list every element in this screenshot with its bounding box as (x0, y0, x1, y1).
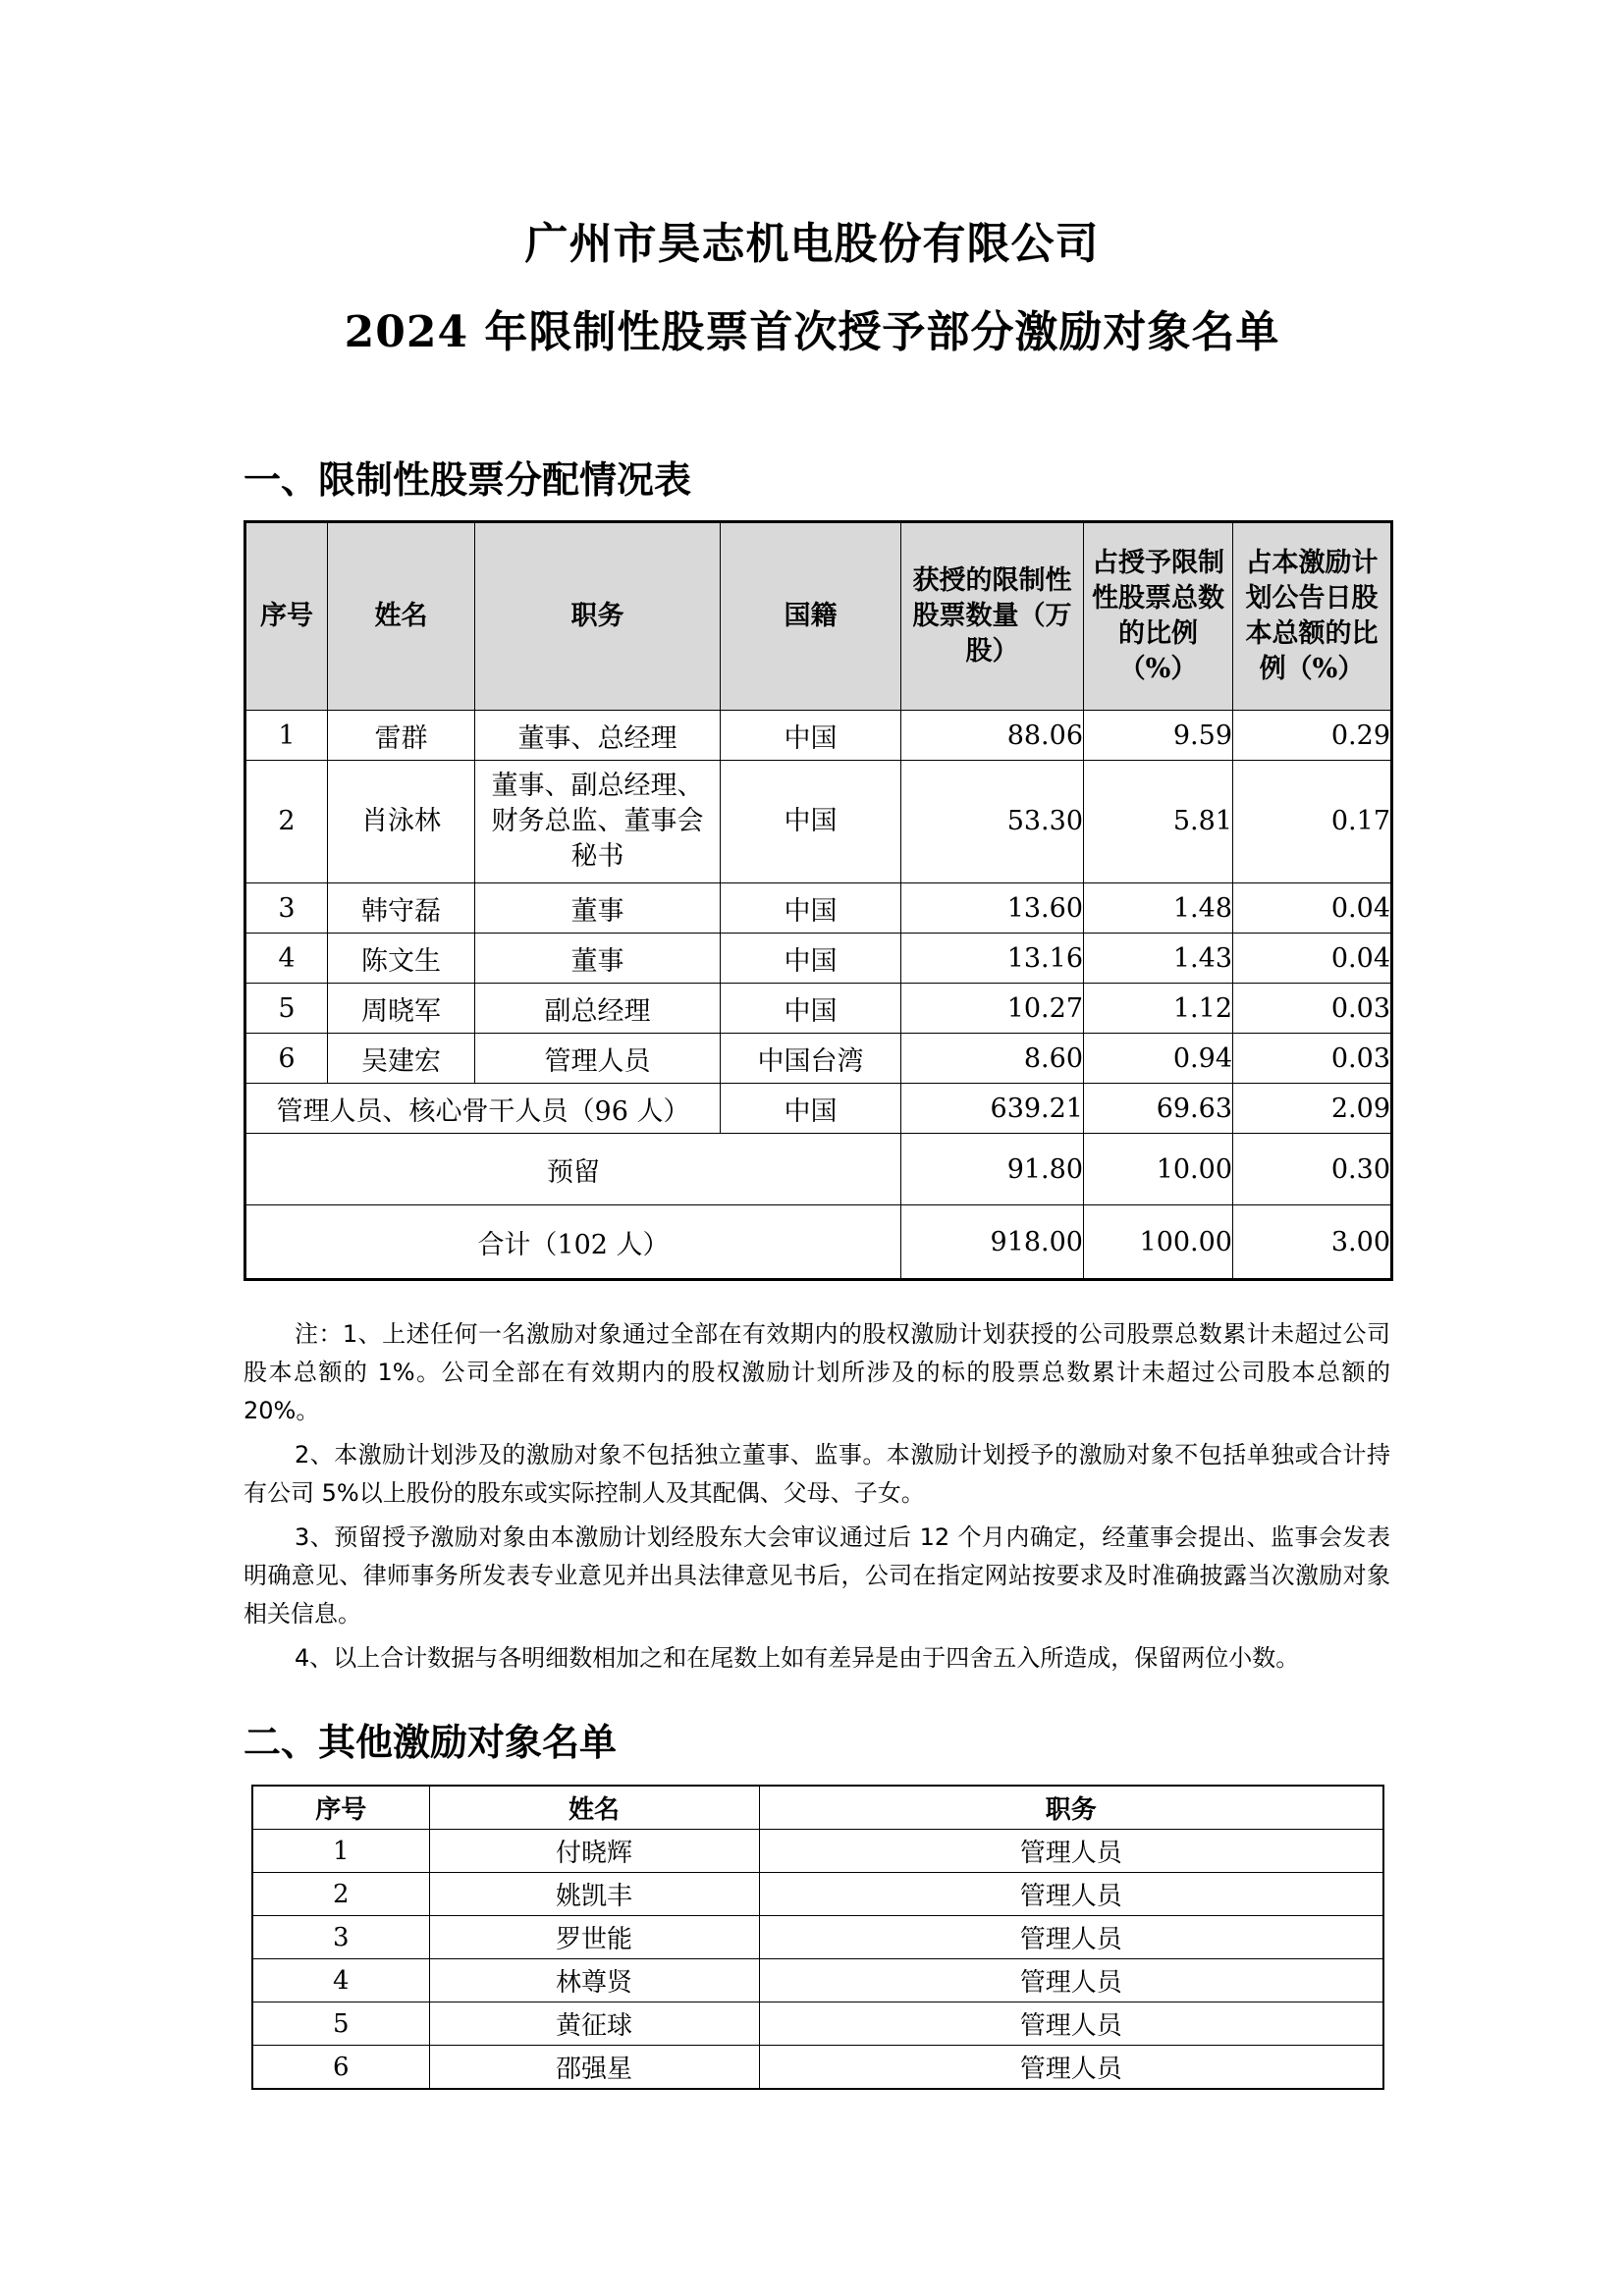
header-position: 职务 (759, 1786, 1383, 1830)
table-row (252, 2046, 1383, 2090)
cell-name: 黄征球 (429, 2002, 759, 2046)
document-title: 广州市昊志机电股份有限公司 (524, 219, 1100, 269)
cell-pct-capital: 0.30 (1233, 1134, 1392, 1205)
cell-name: 付晓辉 (429, 1830, 759, 1873)
cell-no: 2 (252, 1873, 429, 1916)
cell-pct-capital: 3.00 (1233, 1205, 1392, 1280)
reserve-row (245, 1134, 1392, 1205)
section-heading-allocation: 一、限制性股票分配情况表 (244, 457, 692, 502)
core-staff-row (245, 1084, 1392, 1134)
section-heading-others: 二、其他激励对象名单 (244, 1720, 618, 1764)
total-row (245, 1205, 1392, 1280)
cell-nationality: 中国 (721, 984, 901, 1034)
cell-pct-capital: 0.03 (1233, 984, 1392, 1034)
cell-no: 3 (252, 1916, 429, 1959)
header-name: 姓名 (429, 1786, 759, 1830)
cell-position: 董事、副总经理、财务总监、董事会秘书 (475, 761, 721, 883)
table-row (245, 883, 1392, 934)
cell-no: 1 (245, 711, 328, 761)
cell-nationality: 中国 (721, 1084, 901, 1134)
table-notes (244, 1315, 1390, 1683)
table-row (245, 761, 1392, 883)
allocation-header-row (245, 522, 1392, 711)
cell-shares: 10.27 (901, 984, 1084, 1034)
cell-pct-grant: 1.43 (1084, 934, 1233, 984)
cell-nationality: 中国 (721, 761, 901, 883)
table-row (245, 711, 1392, 761)
cell-pct-grant: 69.63 (1084, 1084, 1233, 1134)
cell-pct-grant: 0.94 (1084, 1034, 1233, 1084)
cell-pct-capital: 0.04 (1233, 883, 1392, 934)
cell-position: 管理人员 (759, 1916, 1383, 1959)
note-4: 4、以上合计数据与各明细数相加之和在尾数上如有差异是由于四舍五入所造成，保留两位小数。 (295, 1644, 1300, 1672)
cell-pct-capital: 0.17 (1233, 761, 1392, 883)
cell-pct-grant: 5.81 (1084, 761, 1233, 883)
cell-shares: 53.30 (901, 761, 1084, 883)
cell-no: 1 (252, 1830, 429, 1873)
allocation-table (244, 520, 1393, 1281)
cell-name: 韩守磊 (328, 883, 475, 934)
cell-pct-capital: 0.04 (1233, 934, 1392, 984)
cell-position: 董事 (475, 883, 721, 934)
cell-nationality: 中国台湾 (721, 1034, 901, 1084)
cell-name: 吴建宏 (328, 1034, 475, 1084)
table-row (252, 1959, 1383, 2002)
cell-pct-grant: 1.48 (1084, 883, 1233, 934)
cell-nationality: 中国 (721, 883, 901, 934)
cell-name: 林尊贤 (429, 1959, 759, 2002)
cell-shares: 918.00 (901, 1205, 1084, 1280)
header-name: 姓名 (328, 522, 475, 711)
cell-shares: 91.80 (901, 1134, 1084, 1205)
note-3: 3、预留授予激励对象由本激励计划经股东大会审议通过后 12 个月内确定，经董事会提出、监事会发表明确意见、律师事务所发表专业意见并出具法律意见书后，公司在指定网站按要求及时准确披露当次激励对象相关信息。 (244, 1523, 1390, 1628)
cell-core-label: 管理人员、核心骨干人员（96 人） (245, 1084, 721, 1134)
header-no: 序号 (245, 522, 328, 711)
cell-position: 管理人员 (759, 1959, 1383, 2002)
cell-position: 董事 (475, 934, 721, 984)
cell-no: 6 (245, 1034, 328, 1084)
cell-nationality: 中国 (721, 711, 901, 761)
others-header-row (252, 1786, 1383, 1830)
cell-position: 董事、总经理 (475, 711, 721, 761)
cell-position: 管理人员 (759, 1830, 1383, 1873)
cell-name: 邵强星 (429, 2046, 759, 2090)
cell-name: 陈文生 (328, 934, 475, 984)
table-row (245, 934, 1392, 984)
header-position: 职务 (475, 522, 721, 711)
table-row (245, 984, 1392, 1034)
cell-position: 管理人员 (759, 2002, 1383, 2046)
cell-name: 姚凯丰 (429, 1873, 759, 1916)
cell-name: 罗世能 (429, 1916, 759, 1959)
other-recipients-table (251, 1785, 1384, 2090)
cell-pct-capital: 0.29 (1233, 711, 1392, 761)
cell-shares: 639.21 (901, 1084, 1084, 1134)
header-pct-capital: 占本激励计划公告日股本总额的比例（%） (1233, 522, 1392, 711)
header-nationality: 国籍 (721, 522, 901, 711)
cell-name: 周晓军 (328, 984, 475, 1034)
table-row (252, 1916, 1383, 1959)
cell-name: 雷群 (328, 711, 475, 761)
cell-total-label: 合计（102 人） (245, 1205, 901, 1280)
table-row (252, 2002, 1383, 2046)
header-no: 序号 (252, 1786, 429, 1830)
note-2: 2、本激励计划涉及的激励对象不包括独立董事、监事。本激励计划授予的激励对象不包括单独或合计持有公司 5%以上股份的股东或实际控制人及其配偶、父母、子女。 (244, 1441, 1390, 1507)
cell-shares: 13.16 (901, 934, 1084, 984)
note-1: 注：1、上述任何一名激励对象通过全部在有效期内的股权激励计划获授的公司股票总数累计未超过公司股本总额的 1%。公司全部在有效期内的股权激励计划所涉及的标的股票总数累计未超过公司股本总额的 20%。 (244, 1320, 1390, 1424)
cell-position: 管理人员 (475, 1034, 721, 1084)
cell-shares: 8.60 (901, 1034, 1084, 1084)
table-row (252, 1873, 1383, 1916)
cell-name: 肖泳林 (328, 761, 475, 883)
cell-pct-capital: 2.09 (1233, 1084, 1392, 1134)
header-shares: 获授的限制性股票数量（万股） (901, 522, 1084, 711)
cell-no: 3 (245, 883, 328, 934)
cell-no: 5 (252, 2002, 429, 2046)
cell-pct-grant: 1.12 (1084, 984, 1233, 1034)
cell-pct-grant: 10.00 (1084, 1134, 1233, 1205)
cell-position: 管理人员 (759, 2046, 1383, 2090)
cell-no: 5 (245, 984, 328, 1034)
cell-no: 2 (245, 761, 328, 883)
cell-nationality: 中国 (721, 934, 901, 984)
cell-position: 副总经理 (475, 984, 721, 1034)
document-subtitle: 2024 年限制性股票首次授予部分激励对象名单 (344, 307, 1280, 357)
cell-shares: 13.60 (901, 883, 1084, 934)
table-row (245, 1034, 1392, 1084)
cell-pct-grant: 9.59 (1084, 711, 1233, 761)
header-pct-grant: 占授予限制性股票总数的比例（%） (1084, 522, 1233, 711)
cell-position: 管理人员 (759, 1873, 1383, 1916)
cell-pct-grant: 100.00 (1084, 1205, 1233, 1280)
cell-no: 6 (252, 2046, 429, 2090)
table-row (252, 1830, 1383, 1873)
cell-pct-capital: 0.03 (1233, 1034, 1392, 1084)
cell-reserve-label: 预留 (245, 1134, 901, 1205)
cell-shares: 88.06 (901, 711, 1084, 761)
cell-no: 4 (252, 1959, 429, 2002)
cell-no: 4 (245, 934, 328, 984)
